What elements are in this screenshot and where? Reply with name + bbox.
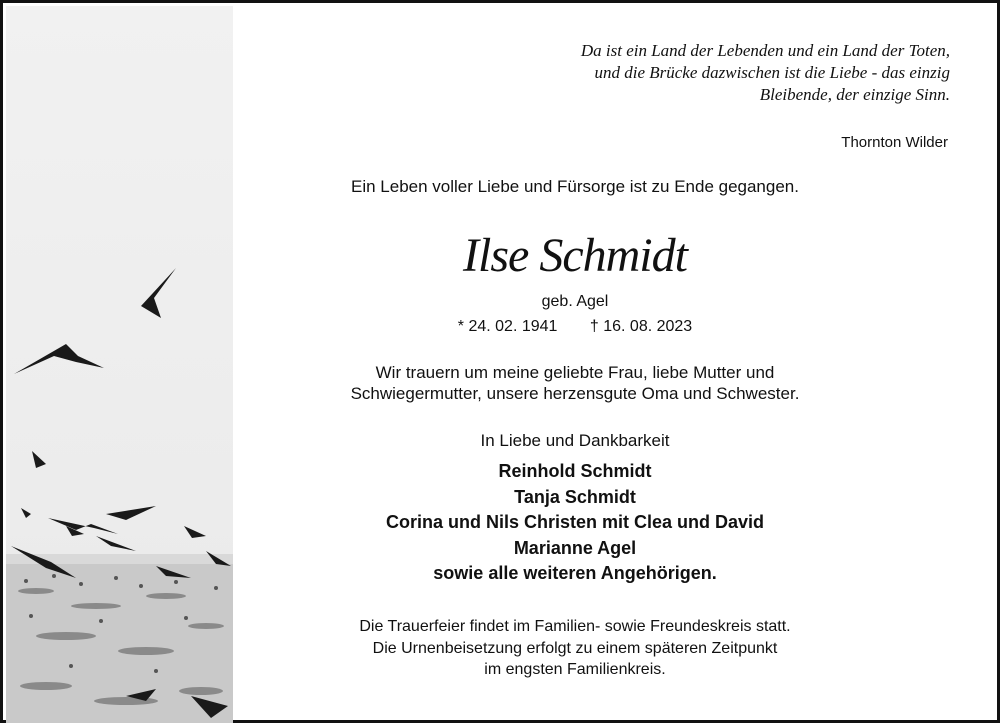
- family-list: [233, 459, 917, 587]
- obituary-content: [233, 6, 1000, 723]
- service-line: Die Trauerfeier findet im Familien- sowie Freundeskreis statt.: [359, 618, 791, 635]
- mourning-text: [233, 362, 917, 404]
- seagulls-photo: [6, 6, 233, 723]
- family-member: Tanja Schmidt: [514, 486, 636, 507]
- service-info: [233, 616, 917, 681]
- quote: [530, 40, 950, 106]
- service-line: im engsten Familienkreis.: [484, 661, 666, 678]
- quote-author: Thornton Wilder: [841, 134, 948, 151]
- service-line: Die Urnenbeisetzung erfolgt zu einem späteren Zeitpunkt: [372, 639, 778, 657]
- life-dates: [233, 318, 917, 336]
- birth-name: geb. Agel: [541, 293, 609, 310]
- quote-line: Da ist ein Land der Lebenden und ein Land der Toten,: [580, 41, 950, 60]
- mourning-line: Wir trauern um meine geliebte Frau, liebe Mutter und: [375, 363, 775, 382]
- quote-line: Bleibende, der einzige Sinn.: [759, 85, 950, 104]
- quote-line: und die Brücke dazwischen ist die Liebe - das einzig: [594, 63, 950, 82]
- family-member: Reinhold Schmidt: [498, 461, 652, 481]
- intro-text: Ein Leben voller Liebe und Fürsorge ist zu Ende gegangen.: [351, 177, 799, 196]
- mourning-line: Schwiegermutter, unsere herzensgute Oma und Schwester.: [350, 384, 800, 403]
- family-member: sowie alle weiteren Angehörigen.: [433, 563, 717, 583]
- birth-date: * 24. 02. 1941: [457, 318, 558, 335]
- thanks-line: In Liebe und Dankbarkeit: [480, 431, 670, 450]
- seagulls-illustration: [6, 6, 233, 723]
- deceased-name: Ilse Schmidt: [463, 229, 687, 282]
- family-member: Corina und Nils Christen mit Clea und David: [385, 512, 765, 532]
- death-date: † 16. 08. 2023: [589, 318, 693, 335]
- family-member: Marianne Agel: [513, 537, 637, 558]
